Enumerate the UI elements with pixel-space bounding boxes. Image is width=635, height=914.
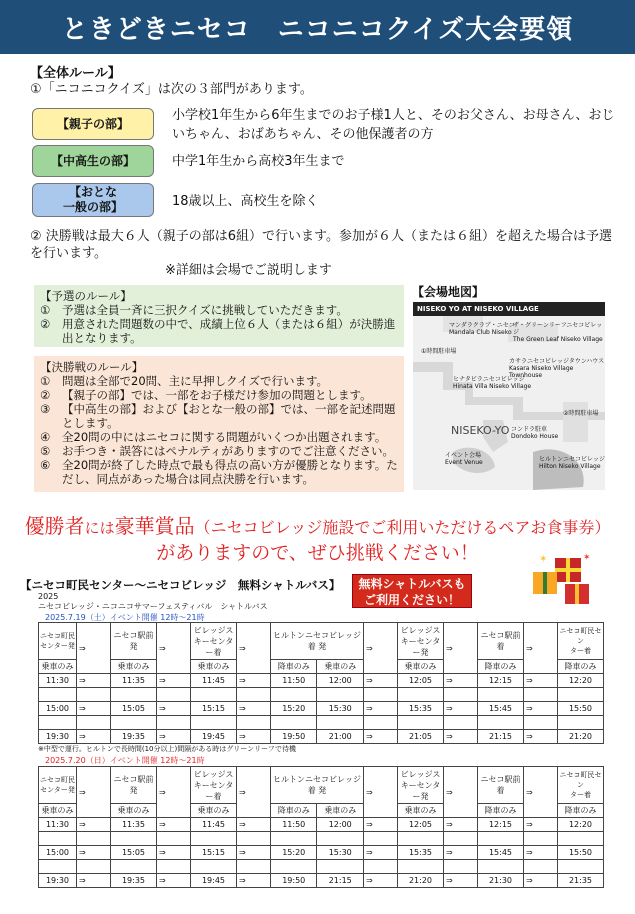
prelim-rules-box	[34, 285, 404, 347]
rules-heading: 【全体ルール】	[30, 66, 121, 81]
table-row: 15:00 ⇒ 15:05 ⇒ 15:15 ⇒ 15:20 15:30 ⇒ 15:35 ⇒ 15:45 ⇒ 15:50	[39, 846, 604, 860]
day1-date: 2025.7.19（土）イベント開催 12時～21時	[45, 613, 205, 622]
list-item: ① 問題は全部で20問、主に早押しクイズで行います。	[40, 374, 329, 388]
free-shuttle-banner: 無料シャトルバスも ご利用ください！	[352, 574, 472, 608]
division-parent-child-desc: 小学校1年生から6年生までのお子様1人と、そのお父さん、お母さん、おじいちゃん、おばあちゃん、その他保護者の方	[172, 108, 615, 142]
map-label-parking1: ①時間駐車場	[421, 348, 457, 355]
table-row: 19:30 ⇒ 19:35 ⇒ 19:45 ⇒ 19:50 21:00 ⇒ 21:05 ⇒ 21:15 ⇒ 21:20	[39, 730, 604, 744]
table-row: 11:30 ⇒ 11:35 ⇒ 11:45 ⇒ 11:50 12:00 ⇒ 12:05 ⇒ 12:15 ⇒ 12:20	[39, 674, 604, 688]
list-item: ③ 【中高生の部】および【おとな一般の部】では、一部を記述問題とします。	[40, 402, 396, 430]
final-rules-box	[34, 356, 404, 492]
prize-announcement: 優勝者には豪華賞品（ニセコビレッジ施設でご利用いただけるペアお食事券）	[24, 514, 611, 538]
shuttle-note: ※中型で運行。ヒルトンで長時間(10分以上)間隔がある時はグリーンリーフで待機	[38, 745, 296, 753]
map-label-parking2: ②時間駐車場	[563, 410, 599, 417]
map-label-greenleaf: ザ・グリーンリーフニセコビレッジ The Green Leaf Niseko Village	[513, 322, 603, 343]
day2-date: 2025.7.20（日）イベント開催 12時～21時	[45, 756, 205, 765]
list-item: ① 予選は全員一斉に三択クイズに挑戦していただきます。	[40, 303, 348, 317]
gift-icon	[525, 550, 595, 606]
rules-intro: ①「ニコニコクイズ」は次の３部門があります。	[30, 82, 313, 97]
svg-text:✶: ✶	[583, 553, 591, 563]
prize-call-to-action: がありますので、ぜひ挑戦ください！	[156, 542, 479, 564]
map-label-dondoko: コンドラ駐車 Dondoko House	[511, 426, 559, 440]
map-label-nisekoyo: NISEKO-YO	[451, 424, 510, 437]
venue-map	[413, 302, 605, 490]
rule-final-count: ② 決勝戦は最大６人（親子の部は6組）で行います。参加が６人（または６組）を超えた場合は予選を行います。	[30, 229, 613, 261]
page-title: ときどきニセコ ニコニコクイズ大会要領	[0, 0, 635, 54]
table-row: 15:00 ⇒ 15:05 ⇒ 15:15 ⇒ 15:20 15:30 ⇒ 15:35 ⇒ 15:45 ⇒ 15:50	[39, 702, 604, 716]
day2-timetable: ニセコ町民センター発 ⇒ ニセコ駅前 発 ⇒ ビレッジス キーセンタ ー着 ⇒ ヒルトンニセコビレッジ 着 発 ⇒ ビレッジス キーセンタ ー発 ⇒ ニセコ駅前 着 ⇒ ニセコ町民セン ター着 乗車のみ 乗車のみ 乗車のみ 降車のみ 乗車のみ 乗車のみ 降車のみ 降車のみ 11:30 ⇒ 11:35 ⇒ 11:45 ⇒ 11:50 12:00 ⇒ 12:05 ⇒ 12:15 ⇒ 12:20 15:00 ⇒ 15:05 ⇒ 15:15 ⇒ 15:20 15:30 ⇒ 15:35 ⇒ 15:45 ⇒ 15:50 19:30 ⇒ 19:35 ⇒ 19:45 ⇒ 19:50 21:15 ⇒ 21:20 ⇒ 21:30 ⇒ 21:35	[38, 766, 604, 888]
division-adult: 【おとな 一般の部】	[32, 183, 154, 217]
svg-text:✶: ✶	[539, 554, 548, 565]
map-label-hinata: ヒナタビラニセコビレッジ Hinata Villa Niseko Village	[453, 376, 532, 390]
table-row: 11:30 ⇒ 11:35 ⇒ 11:45 ⇒ 11:50 12:00 ⇒ 12:05 ⇒ 12:15 ⇒ 12:20	[39, 818, 604, 832]
list-item: ② 用意された問題数の中で、成績上位６人（または６組）が決勝進出となります。	[40, 317, 396, 345]
division-parent-child: 【親子の部】	[32, 108, 154, 140]
prelim-rules-title: 【予選のルール】	[40, 289, 132, 303]
map-label-kasara: カサラニセコビレッジタウンハウス Kasara Niseko Village Townhouse	[509, 358, 605, 379]
shuttle-subtitle: ニセコビレッジ・ニコニコサマーフェスティバル シャトルバス	[38, 602, 268, 611]
map-banner: NISEKO YO AT NISEKO VILLAGE	[413, 302, 605, 316]
list-item: ⑥ 全20問が終了した時点で最も得点の高い方が優勝となります。ただし、同点があった場合は同点決勝を行います。	[40, 458, 398, 486]
map-label-event-venue: イベント会場 Event Venue	[445, 452, 483, 466]
shuttle-year: 2025	[38, 592, 59, 601]
list-item: ④ 全20問の中にはニセコに関する問題がいくつか出題されます。	[40, 430, 387, 444]
table-row: 19:30 ⇒ 19:35 ⇒ 19:45 ⇒ 19:50 21:15 ⇒ 21:20 ⇒ 21:30 ⇒ 21:35	[39, 874, 604, 888]
division-adult-desc: 18歳以上、高校生を除く	[172, 194, 319, 209]
map-heading: 【会場地図】	[412, 285, 485, 299]
list-item: ② 【親子の部】では、一部をお子様だけ参加の問題とします。	[40, 388, 372, 402]
division-middle-high-desc: 中学1年生から高校3年生まで	[172, 154, 345, 169]
shuttle-heading: 【ニセコ町民センター～ニセコビレッジ 無料シャトルバス】	[20, 578, 341, 592]
division-middle-high: 【中高生の部】	[32, 145, 154, 177]
final-rules-title: 【決勝戦のルール】	[40, 360, 144, 374]
list-item: ⑤ お手つき・誤答にはペナルティがありますのでご注意ください。	[40, 444, 395, 458]
map-label-mandala: マンダラクラブ・ニセコ Mandala Club Niseko	[449, 322, 515, 336]
map-label-hilton: ヒルトンニセコビレッジ Hilton Niseko Village	[539, 456, 605, 470]
rules-note: ※詳細は会場でご説明します	[165, 263, 332, 278]
day1-timetable: ニセコ町民センター発 ⇒ ニセコ駅前 発 ⇒ ビレッジス キーセンタ ー着 ⇒ ヒルトンニセコビレッジ 着 発 ⇒ ビレッジス キーセンタ ー発 ⇒ ニセコ駅前 着 ⇒ ニセコ町民セン ター着 乗車のみ 乗車のみ 乗車のみ 降車のみ 乗車のみ 乗車のみ 降車のみ 降車のみ 11:30 ⇒ 11:35 ⇒ 11:45 ⇒ 11:50 12:00 ⇒ 12:05 ⇒ 12:15 ⇒ 12:20 15:00 ⇒ 15:05 ⇒ 15:15 ⇒ 15:20 15:30 ⇒ 15:35 ⇒ 15:45 ⇒ 15:50 19:30 ⇒ 19:35 ⇒ 19:45 ⇒ 19:50 21:00 ⇒ 21:05 ⇒ 21:15 ⇒ 21:20	[38, 622, 604, 744]
